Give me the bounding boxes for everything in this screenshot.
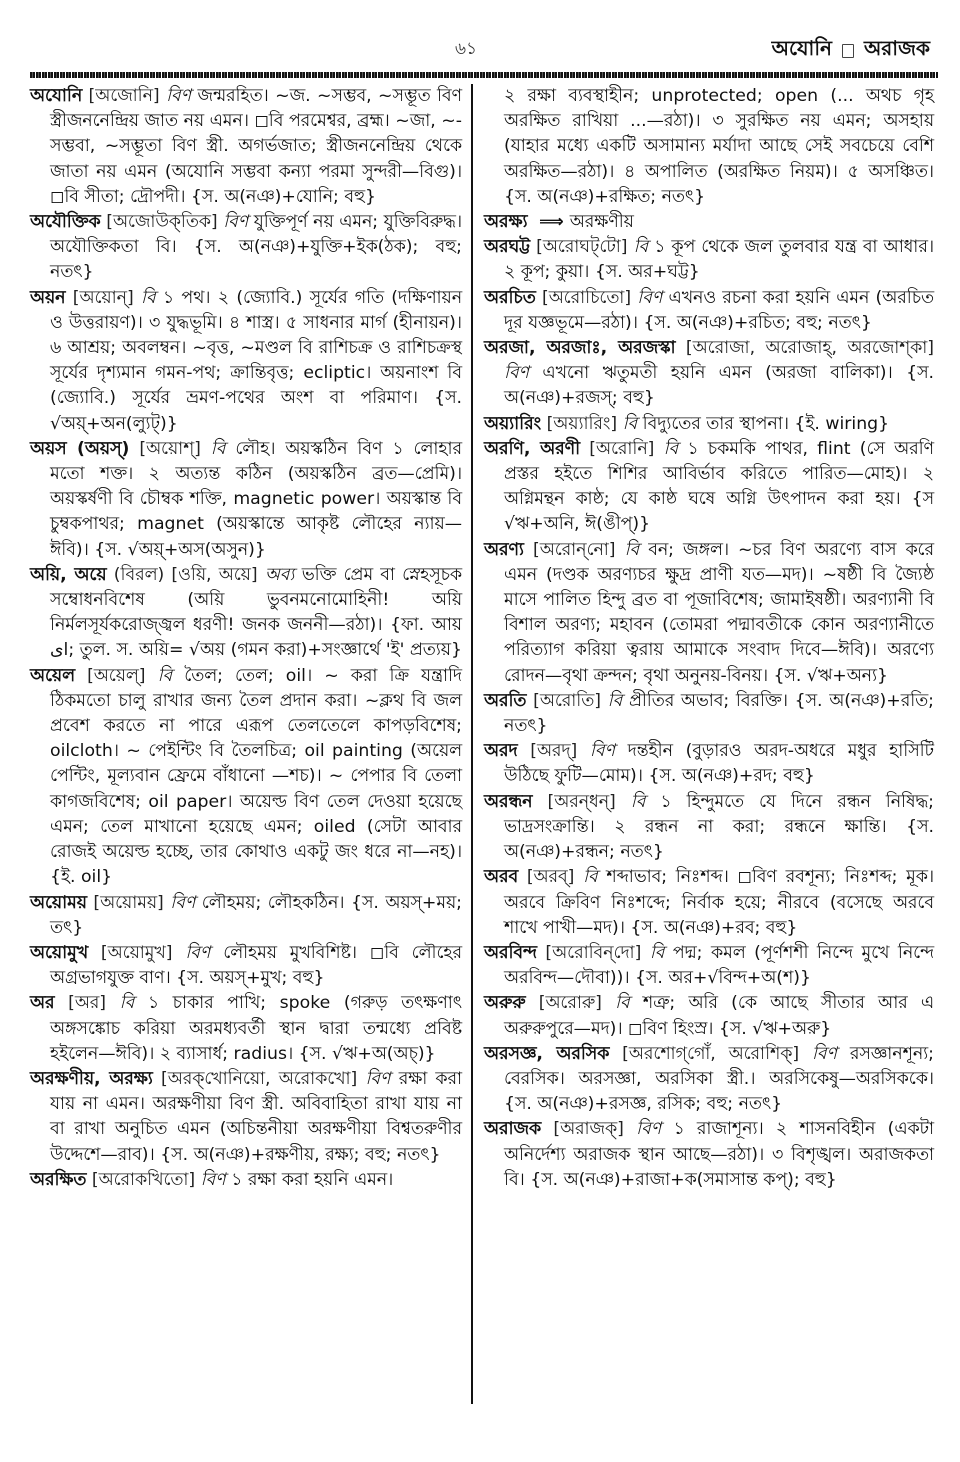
right-column xyxy=(484,84,934,1193)
pronunciation: [অরাজক্‌] xyxy=(553,1119,624,1140)
pronunciation: [অয়্যারিং] xyxy=(546,413,618,434)
part-of-speech: বিণ xyxy=(637,287,663,308)
pronunciation: [অয়োময়] xyxy=(93,892,164,913)
headword: অরক্ষণীয়, অরক্ষ্য xyxy=(30,1068,153,1089)
part-of-speech: বিণ xyxy=(811,1043,837,1064)
headword: অযৌক্তিক xyxy=(30,212,101,233)
pronunciation: [অরশোগ্‌গোঁ, অরোশিক্‌] xyxy=(622,1043,800,1064)
definition: শব্দাভাব; নিঃশব্দ। ◻বিণ রবশূন্য; নিঃশব্দ; মূক। অরবে ক্রিবিণ নিঃশব্দে; নির্বাক হয়ে; নীরবে (বসেছে অরবে শাখে পাখী—মদ)। {স. অ(নঞ)+রব; বহু} xyxy=(504,867,935,938)
dictionary-entry xyxy=(484,235,934,285)
pronunciation: [অয়োমুখ] xyxy=(100,942,173,963)
definition: লৌহ। অয়স্কঠিন বিণ ১ লোহার মতো শক্ত। ২ অত্যন্ত কঠিন (অয়স্কঠিন ব্রত—প্রেমি)। অয়স্কর্ষণী বি চৌম্বক শক্তি, magnetic power। অয়স্কান্ত বি চুম্বকপাথর; magnet (অয়স্কান্তে আকৃষ্ট লৌহের ন্যায়—ঈবি)। {স. √অয়্+অস(অসুন)} xyxy=(50,438,462,560)
headword: অরজা, অরজাঃ, অরজস্কা xyxy=(484,338,676,359)
definition: শত্রু; অরি (কে আছে সীতার আর এ অরুরুপুরে—মদ)। ◻বিণ হিংস্র। {স. √ঋ+অরু} xyxy=(504,993,934,1039)
dictionary-entry xyxy=(484,1117,934,1193)
pronunciation: [অরোজা, অরোজাহ্‌, অরজোশ্‌কা] xyxy=(685,338,934,359)
headword: অর xyxy=(30,993,55,1014)
pronunciation: [অরোঘট্‌টো] xyxy=(536,237,628,258)
definition: ১ চকমকি পাথর, flint (সে অরণি প্রস্তর হইতে শিশির আবির্ভাব করিতে পারিত—মোহ)। ২ অগ্নিমন্থন কাষ্ঠ; যে কাষ্ঠ ঘষে অগ্নি উৎপাদন করা হয়। {স √ঋ+অনি, ঈ(ঙীপ্)} xyxy=(504,438,934,535)
part-of-speech: বিণ xyxy=(365,1068,391,1089)
headword: অরবিন্দ xyxy=(484,942,537,963)
ornamental-rule xyxy=(30,72,938,78)
definition: জন্মরহিত। ~জ. ~সম্ভব, ~সম্ভূত বিণ স্ত্রীজননেন্দ্রিয় জাত নয় এমন। ◻বি পরমেশ্বর, ব্রহ্ম। ~জা, ~-সম্ভবা, ~সম্ভূতা বিণ স্ত্রী. অগর্ভজাত; স্ত্রীজননেন্দ্রিয় থেকে জাতা নয় এমন (অযোনি সম্ভবা কন্যা পরমা সুন্দরী—বিগু)। ◻বি সীতা; দ্রৌপদী। {স. অ(নঞ)+যোনি; বহু} xyxy=(50,86,462,207)
part-of-speech: বিণ xyxy=(170,892,196,913)
dictionary-entry xyxy=(484,538,934,689)
headword: অয়্যারিং xyxy=(484,413,542,434)
left-column xyxy=(30,84,462,1193)
headword: অরুরু xyxy=(484,993,526,1014)
part-of-speech: বিণ xyxy=(166,86,192,106)
part-of-speech: বি xyxy=(630,791,646,812)
definition: ভক্তি প্রেম বা স্নেহসূচক সম্বোধনবিশেষ (অয়ি ভুবনমনোমোহিনী! অয়ি নির্মলসূর্যকরোজ্জ্বল ধরণী! জনক জননী—রঠা)। {ফা. আয় ای; তুল. স. অয়ি= √অয় (গমন করা)+সংজ্ঞার্থে 'ই' প্রত্যয়} xyxy=(50,564,463,661)
pronunciation: [অরোনি] xyxy=(589,438,655,459)
dictionary-entry xyxy=(484,1042,934,1118)
dictionary-entry xyxy=(484,790,934,866)
definition: বন; জঙ্গল। ~চর বিণ অরণ্যে বাস করে এমন (দণ্ডক অরণ্যচর ক্ষুদ্র প্রাণী যত—মদ)। ~ষষ্ঠী বি জ্যৈষ্ঠ মাসে পালিত হিন্দু ব্রত বা পূজাবিশেষ; জামাইষষ্ঠী। অরণ্যানী বি বিশাল অরণ্য; মহাবন (তোমরা পদ্মাবতীকে কোন অরণ্যানীতে পরিত্যাগ করিয়া ত্বরায় আমাকে সংবাদ দিবে—ঈবি)। অরণ্যে রোদন—বৃথা ক্রন্দন; বৃথা অনুনয়-বিনয়। {স. √ঋ+অন্য} xyxy=(504,539,934,686)
part-of-speech: বি xyxy=(141,287,156,308)
definition: বিদ্যুতের তার স্থাপনা। {ই. wiring} xyxy=(642,413,890,434)
definition: ১ হিন্দুমতে যে দিনে রন্ধন নিষিদ্ধ; ভাদ্রসংক্রান্তি। ২ রন্ধন না করা; রন্ধনে ক্ষান্তি। {স. অ(নঞ)+রন্ধন; নতৎ} xyxy=(504,791,934,863)
dictionary-entry xyxy=(484,941,934,991)
dictionary-entry xyxy=(30,664,462,891)
part-of-speech: বিণ xyxy=(504,363,530,384)
dictionary-entry xyxy=(484,739,934,789)
part-of-speech: বি xyxy=(157,665,173,686)
part-of-speech: বি xyxy=(583,867,598,888)
definition: এখনো ঋতুমতী হয়নি এমন (অরজা বালিকা)। {স. অ(নঞ)+রজস্; বহু} xyxy=(504,363,934,409)
pronunciation: [অরোচিতো] xyxy=(541,287,632,308)
pronunciation: [অরোতি] xyxy=(533,690,601,711)
dictionary-entry xyxy=(30,941,462,991)
definition: পদ্ম; কমল (পূর্ণশশী নিন্দে মুখে নিন্দে অরবিন্দ—দৌবা))। {স. অর+√বিন্দ+অ(শ)} xyxy=(504,942,934,989)
dictionary-entry xyxy=(30,563,462,664)
headword: অরণ্য xyxy=(484,539,524,560)
pronunciation: [অরব্‌] xyxy=(526,867,575,888)
part-of-speech: বিণ xyxy=(636,1119,662,1140)
definition: দন্তহীন (বুড়ারও অরদ-অধরে মধুর হাসিটি উঠিছে ফুটি—মোম)। {স. অ(নঞ)+রদ; বহু} xyxy=(504,741,934,787)
guide-word-first: অযোনি xyxy=(771,36,832,60)
pronunciation: [অরন্‌ধন্‌] xyxy=(547,791,616,812)
headword: অয়ি, অয়ে xyxy=(30,564,107,585)
definition: রক্ষা করা যায় না এমন। অরক্ষণীয়া বিণ স্ত্রী. অবিবাহিতা রাখা যায় না বা রাখা অনুচিত এমন (অচিন্তনীয়া অরক্ষণীয়া বিশ্বতরুণীর উদ্দেশে—রাব)। {স. অ(নঞ)+রক্ষণীয়, রক্ষ্য; বহু; নতৎ} xyxy=(50,1068,462,1165)
headword: অয়েল xyxy=(30,665,75,686)
dictionary-entry xyxy=(484,865,934,941)
running-head xyxy=(772,34,930,67)
pronunciation: [অরোন্‌নো] xyxy=(532,539,616,560)
dictionary-entry xyxy=(484,210,934,235)
part-of-speech: বি xyxy=(624,539,640,560)
part-of-speech: বি xyxy=(210,438,226,459)
pronunciation: [অরোবিন্‌দো] xyxy=(545,942,642,963)
separator-box-icon xyxy=(842,44,854,58)
headword: অরণি, অরণী xyxy=(484,438,581,459)
headword: অরতি xyxy=(484,690,527,711)
guide-word-last: অরাজক xyxy=(863,36,930,60)
definition: ১ রক্ষা করা হয়নি এমন। xyxy=(231,1169,394,1190)
headword: অরক্ষিত xyxy=(30,1169,87,1190)
part-of-speech: বি xyxy=(649,942,665,963)
part-of-speech: বি xyxy=(615,993,630,1014)
pronunciation: [অয়েল্‌] xyxy=(87,665,146,686)
definition: ১ চাকার পাখি; spoke (গরুড় তৎক্ষণাৎ অঙ্গসঙ্কোচ করিয়া অরমধ্যবর্তী স্থান দ্বারা তন্মধ্যে প্রবিষ্ট হইলেন—ঈবি)। ২ ব্যাসার্ধ; radius। {স. √ঋ+অ(অচ্)} xyxy=(50,993,462,1064)
pronunciation: [অরোকখিতো] xyxy=(91,1169,196,1190)
dictionary-entry xyxy=(30,1168,462,1193)
pronunciation: [অরোরু] xyxy=(538,993,602,1014)
part-of-speech: অব্য xyxy=(264,564,295,585)
pronunciation: [অয়োশ্‌] xyxy=(139,438,201,459)
definition: তৈল; তেল; oil। ~ করা ক্রি যন্ত্রাদি ঠিকমতো চালু রাখার জন্য তৈল প্রদান করা। ~ক্লথ বি জল প্রবেশ করতে না পারে এরূপ তেলতেলে কাপড়বিশেষ; oilcloth। ~ পেইন্টিং বি তৈলচিত্র; oil painting (অয়েল পেন্টিং, মূল্যবান ফ্রেমে বাঁধানো —শচ)। ~ পেপার বি তেলা কাগজবিশেষ; oil paper। অয়েল্ড বিণ তেল দেওয়া হয়েছে এমন; তেল মাখানো হয়েছে এমন; oiled (সেটা আবার রোজই অয়েল্ড হচ্ছে, তার কোথাও একটু জং ধরে না—নহ)। {ই. oil} xyxy=(50,665,462,888)
pronunciation: [অরক্‌খোনিয়ো, অরোকখো] xyxy=(160,1068,358,1089)
dictionary-entry xyxy=(30,437,462,563)
definition: ১ পথ। ২ (জ্যোবি.) সূর্যের গতি (দক্ষিণায়ন ও উত্তরায়ণ)। ৩ যুদ্ধভূমি। ৪ শাস্ত্র। ৫ সাধনার মার্গ (হীনায়ন)। ৬ আশ্রয়; অবলম্বন। ~বৃত্ত, ~মণ্ডল বি রাশিচক্র ও রাশিচক্রস্থ সূর্যের দৃশ্যমান গমন-পথ; ক্রান্তিবৃত্ত; ecliptic। অয়নাংশ বি (জ্যোবি.) সূর্যের ভ্রমণ-পথের অংশ বা পরিমাণ। {স. √অয়্+অন(ল্যুট্)} xyxy=(50,287,463,434)
headword: অরসজ্ঞ, অরসিক xyxy=(484,1043,610,1064)
headword: অরন্ধন xyxy=(484,791,533,812)
definition: লৌহময়; লৌহকঠিন। {স. অয়স্+ময়; তৎ} xyxy=(50,892,462,938)
dictionary-entry xyxy=(484,336,934,412)
column-divider xyxy=(471,84,473,1404)
headword: অয়োমুখ xyxy=(30,942,89,963)
headword: অরাজক xyxy=(484,1119,542,1140)
pronunciation: [অয়োন্‌] xyxy=(72,287,134,308)
definition: ১ কূপ থেকে জল তুলবার যন্ত্র বা আধার। ২ কূপ; কুয়া। {স. অর+ঘট্ট} xyxy=(504,237,935,283)
headword: অরক্ষ্য xyxy=(484,212,528,233)
definition: যুক্তিপূর্ণ নয় এমন; যুক্তিবিরুদ্ধ। অযৌক্তিকতা বি। {স. অ(নঞ)+যুক্তি+ইক(ঠক); বহু; নতৎ} xyxy=(50,212,463,283)
pronunciation: (বিরল) [ওয়ি, অয়ে] xyxy=(113,564,258,585)
headword: অযোনি xyxy=(30,86,83,106)
page-number: ৬১ xyxy=(454,39,478,59)
see-also-arrow-icon: ⟹ xyxy=(538,212,564,233)
part-of-speech: বি xyxy=(663,438,679,459)
headword: অরঘট্ট xyxy=(484,237,531,258)
part-of-speech: বি xyxy=(607,690,623,711)
dictionary-entry xyxy=(30,210,462,286)
headword: অরদ xyxy=(484,741,518,762)
dictionary-entry xyxy=(484,689,934,739)
definition: লৌহময় মুখবিশিষ্ট। ◻বি লৌহের অগ্রভাগযুক্ত বাণ। {স. অয়স্+মুখ; বহু} xyxy=(50,942,462,989)
part-of-speech: বিণ xyxy=(185,942,211,963)
definition: প্রীতির অভাব; বিরক্তি। {স. অ(নঞ)+রতি; নতৎ} xyxy=(504,690,934,737)
pronunciation: [অরদ্‌] xyxy=(530,741,578,762)
dictionary-entry xyxy=(484,412,934,437)
dictionary-entry xyxy=(30,1067,462,1168)
dictionary-entry xyxy=(30,84,462,210)
part-of-speech: বি xyxy=(622,413,638,434)
dictionary-entry xyxy=(484,991,934,1041)
part-of-speech: বিণ xyxy=(223,212,249,233)
dictionary-entry xyxy=(484,437,934,538)
definition: অরক্ষণীয় xyxy=(569,212,634,233)
definition: এখনও রচনা করা হয়নি এমন (অরচিত দূর যজ্ঞভূমে—রঠা)। {স. অ(নঞ)+রচিত; বহু; নতৎ} xyxy=(504,287,934,333)
dictionary-entry xyxy=(30,286,462,437)
definition: রসজ্ঞানশূন্য; বেরসিক। অরসজ্ঞা, অরসিকা স্ত্রী.। অরসিকেষু—অরসিককে। {স. অ(নঞ)+রসজ্ঞ, রসিক; বহু; নতৎ} xyxy=(504,1043,934,1115)
headword: অয়ন xyxy=(30,287,66,308)
part-of-speech: বিণ xyxy=(589,741,615,762)
pronunciation: [অজোনি] xyxy=(88,86,160,106)
dictionary-entry xyxy=(30,891,462,941)
headword: অরচিত xyxy=(484,287,536,308)
definition: ২ রক্ষা ব্যবস্থাহীন; unprotected; open (... অথচ গৃহ অরক্ষিত রাখিয়া ...—রঠা)। ৩ সুরক্ষিত নয় এমন; অসহায় (যাহার মধ্যে একটি অসামান্য মর্যাদা আছে সেই সবচেয়ে বেশি অরক্ষিত—রঠা)। ৪ অপালিত (অরক্ষিত নিয়ম)। ৫ অসঞ্চিত। {স. অ(নঞ)+রক্ষিত; নতৎ} xyxy=(504,86,934,207)
part-of-speech: বি xyxy=(119,993,135,1014)
pronunciation: [অর] xyxy=(68,993,107,1014)
dictionary-entry xyxy=(30,991,462,1067)
headword: অয়স (অয়স্) xyxy=(30,438,130,459)
part-of-speech: বিণ xyxy=(200,1169,226,1190)
definition: ১ রাজাশূন্য। ২ শাসনবিহীন (একটা অনির্দেশ্য অরাজক স্থান আছে—রঠা)। ৩ বিশৃঙ্খল। অরাজকতা বি। {স. অ(নঞ)+রাজা+ক(সমাসান্ত কপ্); বহু} xyxy=(504,1119,934,1190)
dictionary-entry xyxy=(484,286,934,336)
part-of-speech: বি xyxy=(633,237,649,258)
entry-continuation xyxy=(484,84,934,210)
pronunciation: [অজোউক্‌তিক] xyxy=(106,212,218,233)
headword: অরব xyxy=(484,867,519,888)
headword: অয়োময় xyxy=(30,892,87,913)
